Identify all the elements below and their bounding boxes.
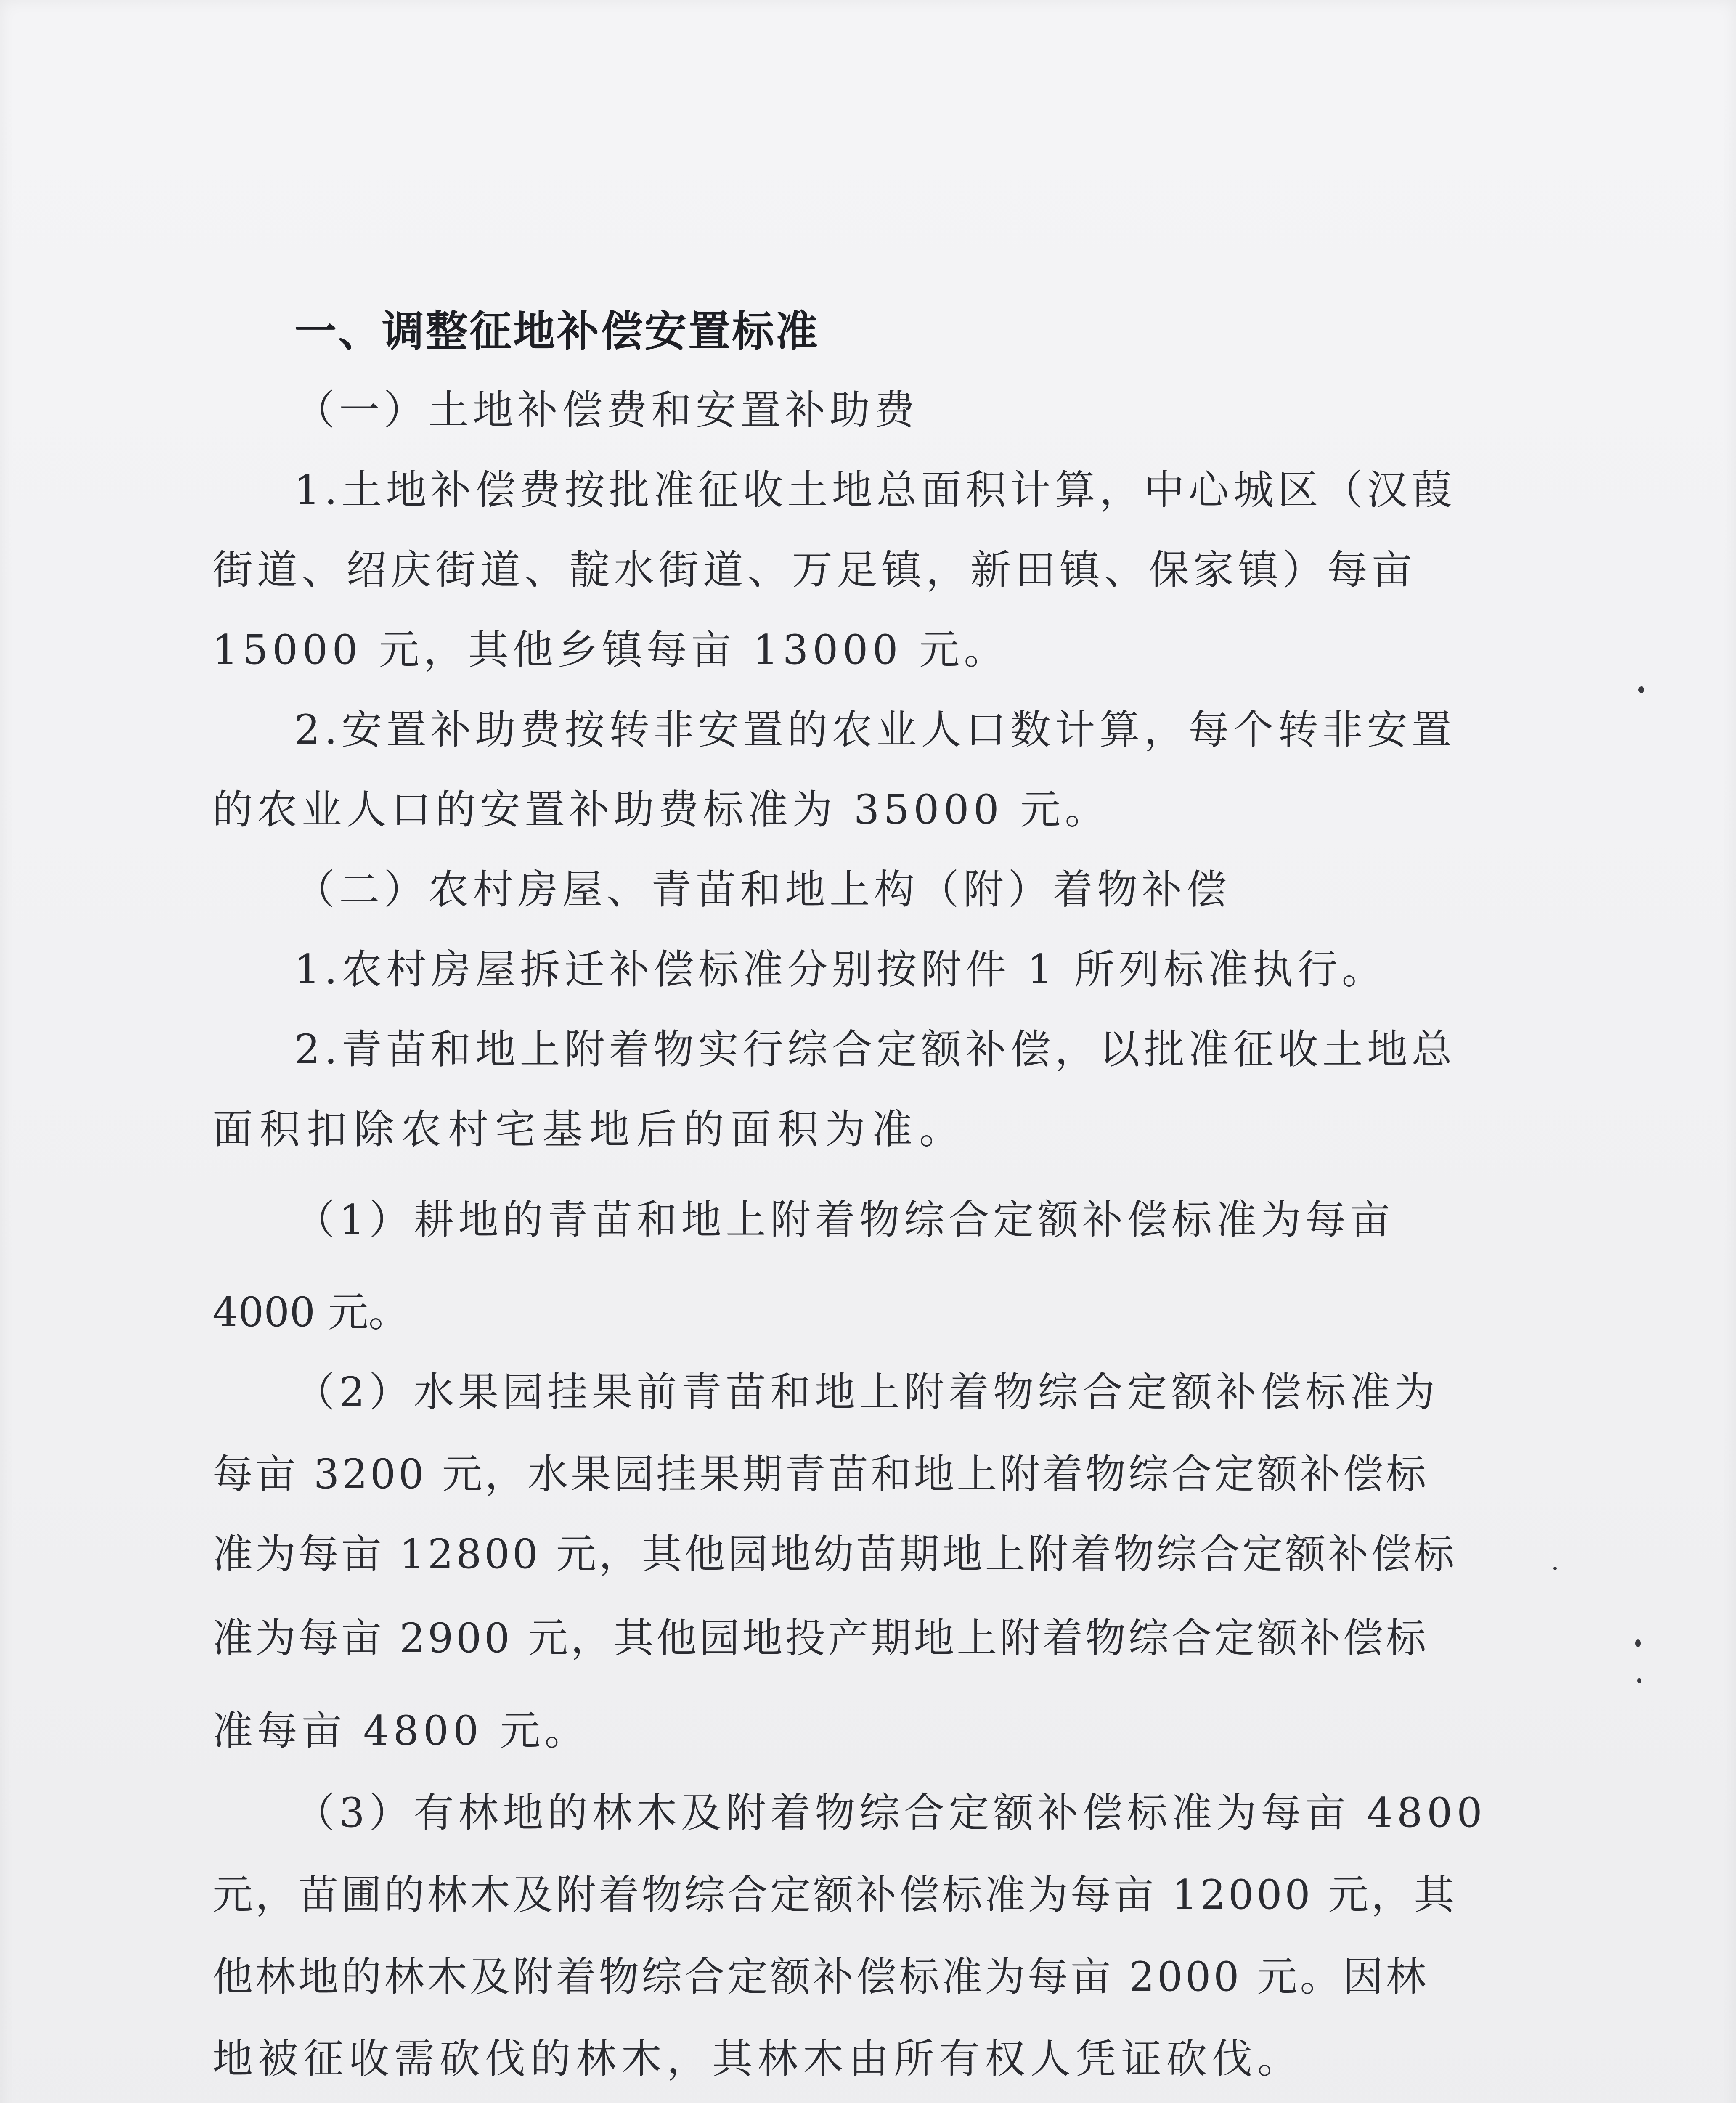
paragraph-line: 15000 元，其他乡镇每亩 13000 元。 xyxy=(212,626,1009,673)
paragraph-line: 他林地的林木及附着物综合定额补偿标准为每亩 2000 元。因林 xyxy=(212,1953,1429,2000)
scan-speck xyxy=(1637,1678,1641,1683)
paragraph-line: 的农业人口的安置补助费标准为 35000 元。 xyxy=(212,786,1110,833)
paragraph-line: （1）耕地的青苗和地上附着物综合定额补偿标准为每亩 xyxy=(294,1196,1395,1243)
paragraph-line: 2.安置补助费按转非安置的农业人口数计算，每个转非安置 xyxy=(294,706,1456,753)
paragraph-line: 准为每亩 2900 元，其他园地投产期地上附着物综合定额补偿标 xyxy=(212,1615,1429,1662)
paragraph-line: 准为每亩 12800 元，其他园地幼苗期地上附着物综合定额补偿标 xyxy=(212,1531,1457,1578)
scan-speck xyxy=(1635,1639,1641,1647)
paragraph-line: 地被征收需砍伐的林木，其林木由所有权人凭证砍伐。 xyxy=(212,2035,1303,2082)
paragraph-line: 2.青苗和地上附着物实行综合定额补偿，以批准征收土地总 xyxy=(294,1026,1456,1073)
paragraph-line: 1.农村房屋拆迁补偿标准分别按附件 1 所列标准执行。 xyxy=(294,946,1386,993)
paragraph-line: 4000 元。 xyxy=(212,1289,409,1336)
paragraph-line: 面积扣除农村宅基地后的面积为准。 xyxy=(212,1106,966,1153)
paragraph-line: （3）有林地的林木及附着物综合定额补偿标准为每亩 4800 xyxy=(294,1789,1487,1836)
paragraph-line: 1.土地补偿费按批准征收土地总面积计算，中心城区（汉葭 xyxy=(294,466,1456,514)
subsection-heading-1: （一）土地补偿费和安置补助费 xyxy=(294,387,919,434)
subsection-heading-2: （二）农村房屋、青苗和地上构（附）着物补偿 xyxy=(294,866,1231,913)
paragraph-line: 准每亩 4800 元。 xyxy=(212,1707,589,1754)
paragraph-line: 街道、绍庆街道、靛水街道、万足镇，新田镇、保家镇）每亩 xyxy=(212,546,1416,593)
section-heading: 一、调整征地补偿安置标准 xyxy=(294,307,819,356)
scan-speck xyxy=(1553,1567,1557,1570)
paragraph-line: （2）水果园挂果前青苗和地上附着物综合定额补偿标准为 xyxy=(294,1369,1439,1416)
paragraph-line: 元，苗圃的林木及附着物综合定额补偿标准为每亩 12000 元，其 xyxy=(212,1871,1457,1918)
scan-speck xyxy=(1638,686,1644,693)
paragraph-line: 每亩 3200 元，水果园挂果期青苗和地上附着物综合定额补偿标 xyxy=(212,1451,1429,1498)
